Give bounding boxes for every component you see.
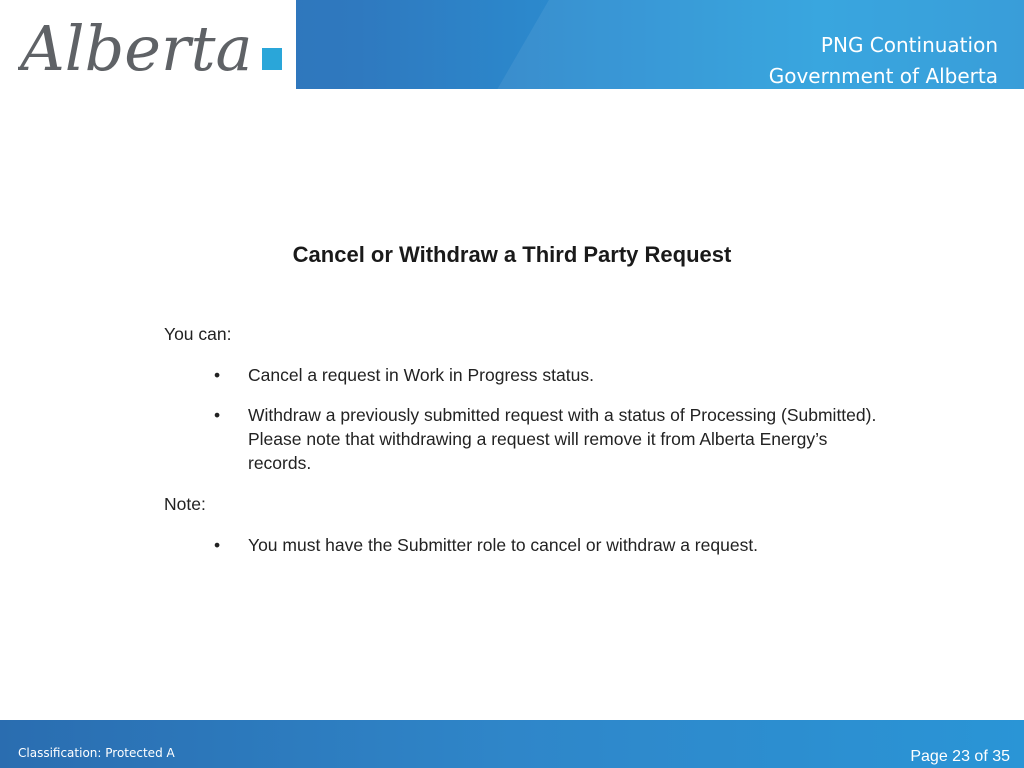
list-item — [164, 533, 884, 557]
alberta-logo-icon — [18, 8, 288, 86]
bullet-icon: • — [214, 365, 221, 385]
slide-header — [0, 0, 1024, 89]
note-list — [164, 533, 884, 557]
list-item-text: Cancel a request in Work in Progress status. — [248, 365, 594, 385]
page-number: Page 23 of 35 — [910, 748, 1010, 765]
slide-footer — [0, 720, 1024, 768]
header-title-block — [769, 30, 998, 89]
svg-text:Alberta: Alberta — [20, 12, 253, 85]
slide-body — [164, 322, 884, 557]
list-item-text: You must have the Submitter role to cancel or withdraw a request. — [248, 535, 759, 555]
list-item — [164, 403, 884, 475]
intro-text: You can: — [164, 324, 232, 344]
bullet-icon: • — [214, 535, 221, 555]
header-line-1: PNG Continuation — [820, 33, 998, 57]
can-list — [164, 363, 884, 475]
bullet-icon: • — [214, 405, 221, 425]
classification-label: Classification: Protected A — [18, 746, 175, 760]
alberta-logo — [0, 0, 296, 89]
list-item — [164, 363, 884, 387]
note-label: Note: — [164, 494, 206, 514]
header-line-2: Government of Alberta — [768, 64, 998, 88]
list-item-text: Withdraw a previously submitted request with a status of Processing (Submitted). Please note that withdrawing a request will remove it from Alberta Energy’s records. — [248, 405, 877, 473]
slide-title: Cancel or Withdraw a Third Party Request — [292, 242, 732, 267]
